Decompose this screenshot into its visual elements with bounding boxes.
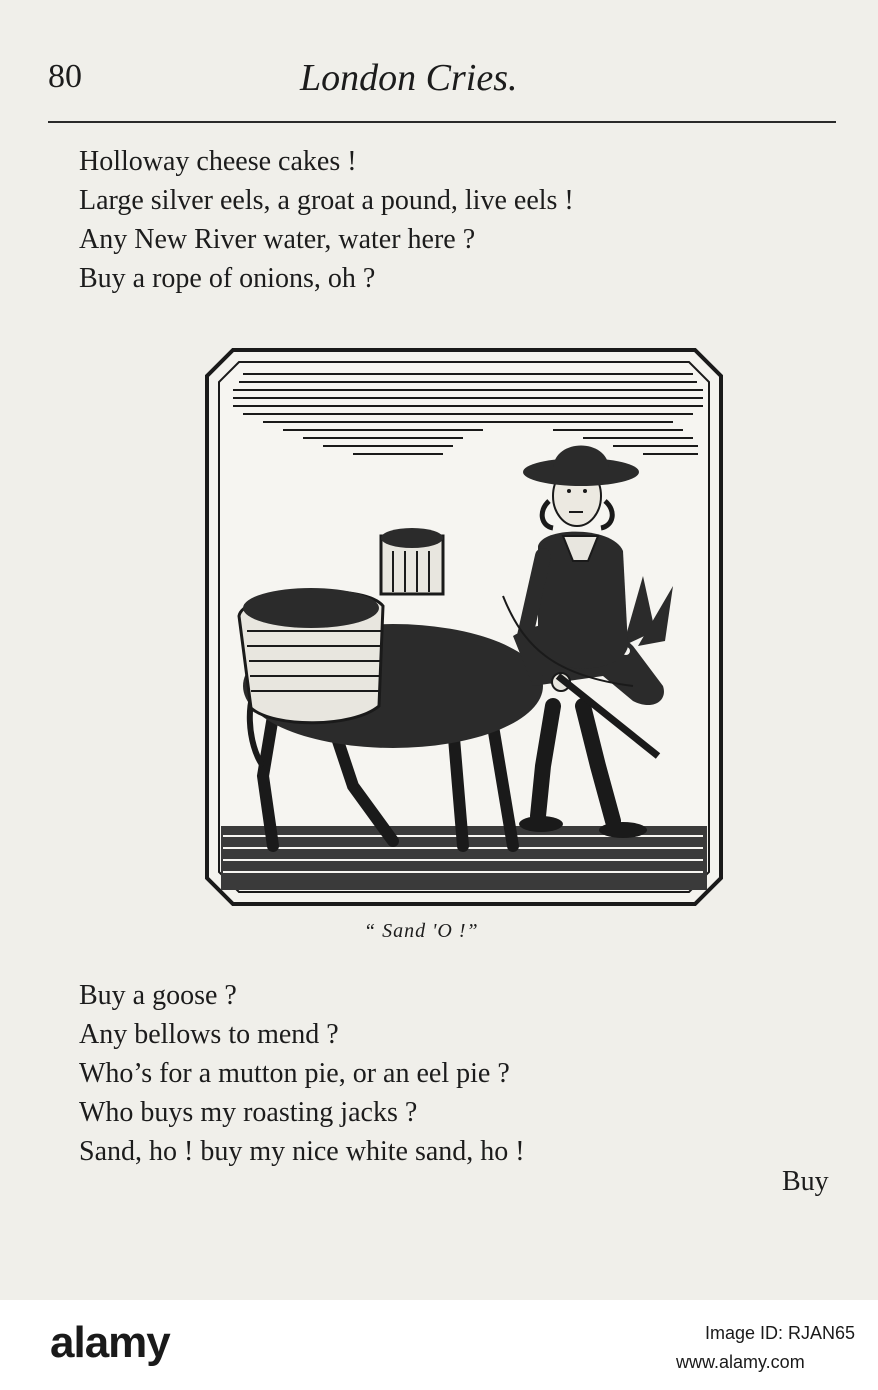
verse-line: Holloway cheese cakes ! [79, 146, 357, 177]
verse-line: Who’s for a mutton pie, or an eel pie ? [79, 1058, 510, 1089]
verse-line: Buy a goose ? [79, 980, 237, 1011]
verse-bottom [79, 976, 525, 1171]
verse-line: Buy a rope of onions, oh ? [79, 263, 376, 294]
verse-top [79, 142, 574, 298]
page-number: 80 [48, 58, 82, 95]
verse-line: Any bellows to mend ? [79, 1019, 339, 1050]
verse-line: Large silver eels, a groat a pound, live eels ! [79, 185, 574, 216]
verse-line: Sand, ho ! buy my nice white sand, ho ! [79, 1136, 525, 1167]
watermark-logo: alamy [50, 1318, 170, 1367]
header-rule [48, 121, 836, 123]
woodcut-illustration [203, 346, 725, 908]
verse-line: Any New River water, water here ? [79, 224, 476, 255]
watermark-url: www.alamy.com [676, 1352, 805, 1372]
verse-line: Who buys my roasting jacks ? [79, 1097, 418, 1128]
watermark-image-id: Image ID: RJAN65 [705, 1323, 856, 1343]
running-title: London Cries. [300, 57, 518, 99]
illustration-caption: “ Sand 'O !” [364, 920, 479, 942]
catchword: Buy [782, 1166, 829, 1197]
